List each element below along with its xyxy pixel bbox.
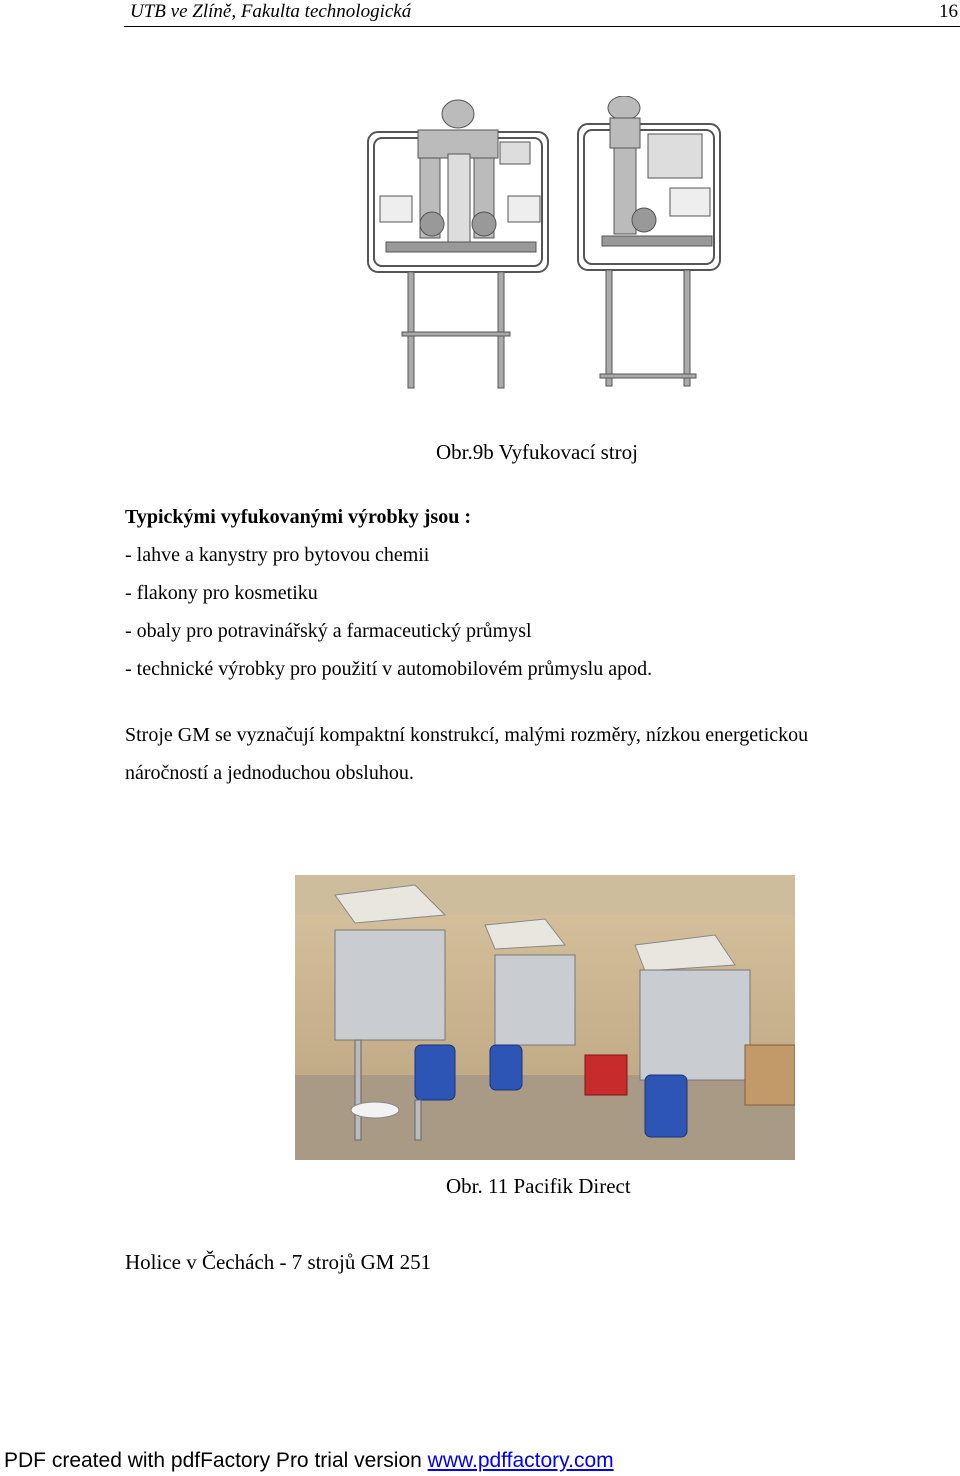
paragraph-line: náročností a jednoduchou obsluhou. xyxy=(125,762,414,784)
footer-text: PDF created with pdfFactory Pro trial version xyxy=(4,1449,428,1472)
paragraph-line: Stroje GM se vyznačují kompaktní konstrukcí, malými rozměry, nízkou energetickou xyxy=(125,724,809,746)
header-rule xyxy=(124,26,960,27)
list-item: - obaly pro potravinářský a farmaceutický průmysl xyxy=(125,620,532,642)
footer-link[interactable]: www.pdffactory.com xyxy=(427,1449,614,1472)
list-item: - lahve a kanystry pro bytovou chemii xyxy=(125,544,430,566)
header-title: UTB ve Zlíně, Fakulta technologická xyxy=(130,1,412,22)
page-header xyxy=(0,0,960,30)
page-number: 16 xyxy=(939,1,958,22)
list-item: - flakony pro kosmetiku xyxy=(125,582,318,604)
pdf-footer xyxy=(4,1449,614,1473)
list-item: - technické výrobky pro použití v automobilovém průmyslu apod. xyxy=(125,658,653,680)
figure-caption: Obr. 11 Pacifik Direct xyxy=(446,1174,631,1198)
figure-caption: Obr.9b Vyfukovací stroj xyxy=(436,440,639,464)
blow-molding-machine-drawing xyxy=(362,96,724,392)
factory-photo xyxy=(295,875,795,1160)
list-heading: Typickými vyfukovanými výrobky jsou : xyxy=(125,506,471,528)
location-text: Holice v Čechách - 7 strojů GM 251 xyxy=(125,1250,432,1274)
